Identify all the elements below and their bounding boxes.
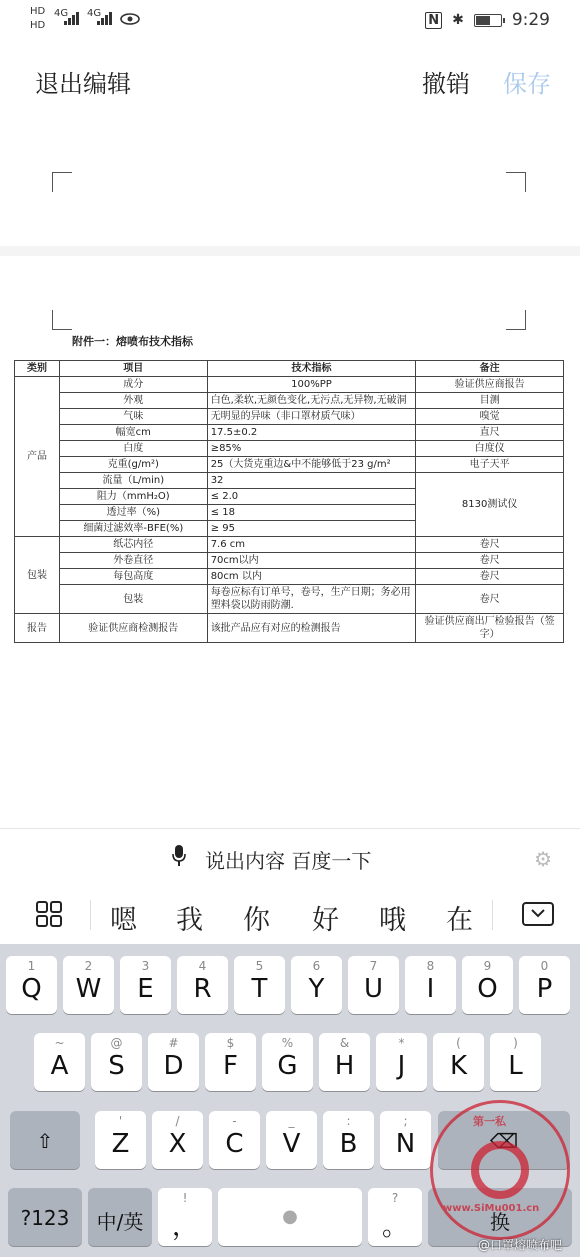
- key-i[interactable]: [405, 956, 456, 1014]
- category-cell: 产品: [15, 377, 60, 537]
- spec-cell: 70cm以内: [207, 553, 416, 569]
- key-label: R: [193, 974, 212, 1004]
- spec-cell: 17.5±0.2: [207, 425, 416, 441]
- note-cell: 目测: [416, 393, 564, 409]
- spec-cell: 80cm 以内: [207, 569, 416, 585]
- language-toggle-key[interactable]: [88, 1188, 152, 1246]
- key-label: S: [108, 1051, 125, 1081]
- table-row: [15, 441, 564, 457]
- status-right: [425, 10, 550, 30]
- key-hint: $: [226, 1036, 235, 1050]
- hd-badge: HD: [30, 20, 46, 31]
- key-label: V: [282, 1129, 301, 1159]
- spec-cell: ≥ 95: [207, 521, 416, 537]
- spec-cell: 每卷应标有订单号，卷号，生产日期；务必用塑料袋以防雨防潮.: [207, 585, 416, 614]
- key-t[interactable]: [234, 956, 285, 1014]
- key-hint: 5: [255, 959, 264, 973]
- backspace-icon: ⌫: [489, 1129, 519, 1153]
- item-cell: 纸芯内径: [59, 537, 207, 553]
- keyboard-hide-icon[interactable]: [522, 902, 554, 926]
- key-h[interactable]: [319, 1033, 370, 1091]
- key-b[interactable]: [323, 1111, 374, 1169]
- key-label: 。: [381, 1212, 408, 1242]
- key-hint: ?: [391, 1191, 399, 1205]
- item-cell: 外卷直径: [59, 553, 207, 569]
- key-label: Y: [308, 974, 325, 1004]
- key-y[interactable]: [291, 956, 342, 1014]
- note-cell: 嗅觉: [416, 409, 564, 425]
- key-hint: ;: [403, 1114, 408, 1128]
- spec-cell: 100%PP: [207, 377, 416, 393]
- key-x[interactable]: [152, 1111, 203, 1169]
- table-row: [15, 614, 564, 643]
- note-cell: 8130测试仪: [416, 473, 564, 537]
- category-cell: 报告: [15, 614, 60, 643]
- key-f[interactable]: [205, 1033, 256, 1091]
- microphone-icon: ●: [282, 1206, 298, 1227]
- item-cell: 透过率（%): [59, 505, 207, 521]
- hd-badge: HD: [30, 6, 46, 17]
- candidate-word[interactable]: 好: [312, 905, 339, 936]
- key-label: O: [477, 974, 498, 1004]
- key-hint: (: [456, 1036, 461, 1050]
- exit-edit-button[interactable]: 退出编辑: [35, 70, 131, 98]
- note-cell: 直尺: [416, 425, 564, 441]
- spec-cell: 该批产品应有对应的检测报告: [207, 614, 416, 643]
- seal-text: 第一私: [473, 1115, 506, 1128]
- nfc-icon: N: [425, 12, 442, 29]
- note-cell: 卷尺: [416, 585, 564, 614]
- clock: 9:29: [511, 10, 550, 30]
- key-label: K: [449, 1051, 468, 1081]
- key-o[interactable]: [462, 956, 513, 1014]
- save-button[interactable]: 保存: [503, 70, 551, 98]
- key-label: U: [363, 974, 384, 1004]
- key-hint: !: [182, 1191, 188, 1205]
- bluetooth-icon: ✱: [452, 12, 464, 28]
- key-hint: #: [168, 1036, 179, 1050]
- crop-mark: [506, 310, 526, 330]
- shift-key[interactable]: [10, 1111, 80, 1169]
- crop-mark: [52, 310, 72, 330]
- key-p[interactable]: [519, 956, 570, 1014]
- table-row: [15, 537, 564, 553]
- spec-table[interactable]: [14, 360, 564, 643]
- spec-cell: 无明显的异味（非口罩材质气味）: [207, 409, 416, 425]
- key-hint: -: [232, 1114, 237, 1128]
- table-row: [15, 569, 564, 585]
- candidate-word[interactable]: 你: [243, 905, 270, 936]
- key-r[interactable]: [177, 956, 228, 1014]
- note-cell: 卷尺: [416, 537, 564, 553]
- key-hint: ': [118, 1114, 123, 1128]
- table-row: [15, 393, 564, 409]
- column-header: 备注: [416, 361, 564, 377]
- edit-header: [0, 40, 580, 120]
- item-cell: 外观: [59, 393, 207, 409]
- key-hint: :: [346, 1114, 351, 1128]
- key-label: N: [395, 1129, 416, 1159]
- table-row: [15, 585, 564, 614]
- watermark-caption: @口罩熔喷布吧: [478, 1238, 563, 1252]
- item-cell: 细菌过滤效率-BFE(%): [59, 521, 207, 537]
- item-cell: 阻力（mmH₂O): [59, 489, 207, 505]
- key-hint: 7: [369, 959, 378, 973]
- spec-cell: 白色,柔软,无颜色变化,无污点,无异物,无破洞: [207, 393, 416, 409]
- key-n[interactable]: [380, 1111, 431, 1169]
- divider: [492, 900, 493, 930]
- note-cell: 验证供应商出厂检验报告（签字）: [416, 614, 564, 643]
- item-cell: 幅宽cm: [59, 425, 207, 441]
- key-label: Q: [21, 974, 42, 1004]
- candidate-word[interactable]: 在: [446, 905, 473, 936]
- voice-input-bar[interactable]: [0, 828, 580, 886]
- key-label: ，: [171, 1212, 198, 1242]
- key-label: P: [536, 974, 553, 1004]
- key-label: C: [225, 1129, 244, 1159]
- key-hint: 2: [84, 959, 93, 973]
- spec-cell: ≥85%: [207, 441, 416, 457]
- key-hint: 3: [141, 959, 150, 973]
- key-hint: 9: [483, 959, 492, 973]
- key-l[interactable]: [490, 1033, 541, 1091]
- status-bar: [0, 0, 580, 40]
- key-a[interactable]: [34, 1033, 85, 1091]
- key-z[interactable]: [95, 1111, 146, 1169]
- numbers-key[interactable]: [8, 1188, 82, 1246]
- comma-key[interactable]: [158, 1188, 212, 1246]
- key-hint: ): [513, 1036, 518, 1050]
- crop-mark: [506, 172, 526, 192]
- candidate-word[interactable]: 我: [176, 905, 203, 936]
- undo-button[interactable]: 撤销: [422, 70, 470, 98]
- note-cell: 白度仪: [416, 441, 564, 457]
- voice-prompt[interactable]: 说出内容 百度一下: [205, 849, 372, 873]
- item-cell: 白度: [59, 441, 207, 457]
- key-hint: 6: [312, 959, 321, 973]
- key-label: X: [168, 1129, 187, 1159]
- battery-icon: [474, 14, 502, 27]
- signal-icon: [64, 10, 82, 26]
- key-label: L: [508, 1051, 523, 1081]
- key-label: G: [277, 1051, 298, 1081]
- table-row: [15, 457, 564, 473]
- watermark-seal: [430, 1100, 570, 1240]
- key-w[interactable]: [63, 956, 114, 1014]
- key-u[interactable]: [348, 956, 399, 1014]
- spec-cell: ≤ 18: [207, 505, 416, 521]
- item-cell: 流量（L/min): [59, 473, 207, 489]
- key-hint: *: [398, 1036, 405, 1050]
- key-label: B: [339, 1129, 358, 1159]
- candidate-word[interactable]: 嗯: [110, 905, 137, 936]
- key-label: D: [163, 1051, 184, 1081]
- spec-cell: 7.6 cm: [207, 537, 416, 553]
- table-row: [15, 377, 564, 393]
- table-row: [15, 425, 564, 441]
- item-cell: 成分: [59, 377, 207, 393]
- key-hint: &: [339, 1036, 350, 1050]
- category-cell: 包装: [15, 537, 60, 614]
- item-cell: 气味: [59, 409, 207, 425]
- item-cell: 包装: [59, 585, 207, 614]
- key-hint: 1: [27, 959, 36, 973]
- key-d[interactable]: [148, 1033, 199, 1091]
- gear-icon[interactable]: ⚙: [534, 847, 552, 871]
- key-hint: /: [175, 1114, 180, 1128]
- spec-cell: ≤ 2.0: [207, 489, 416, 505]
- battery-level: [476, 16, 490, 25]
- key-v[interactable]: [266, 1111, 317, 1169]
- key-j[interactable]: [376, 1033, 427, 1091]
- note-cell: 验证供应商报告: [416, 377, 564, 393]
- key-label: F: [223, 1051, 238, 1081]
- item-cell: 每包高度: [59, 569, 207, 585]
- key-label: T: [251, 974, 268, 1004]
- key-g[interactable]: [262, 1033, 313, 1091]
- key-label: ?123: [20, 1206, 70, 1230]
- key-hint: 4: [198, 959, 207, 973]
- document-page: [0, 120, 580, 246]
- key-c[interactable]: [209, 1111, 260, 1169]
- candidate-bar: [0, 886, 580, 944]
- item-cell: 验证供应商检测报告: [59, 614, 207, 643]
- grid-menu-icon[interactable]: [36, 901, 62, 927]
- eye-icon: [120, 12, 140, 26]
- key-label: I: [426, 974, 435, 1004]
- column-header: 类别: [15, 361, 60, 377]
- table-header-row: [15, 361, 564, 377]
- key-q[interactable]: [6, 956, 57, 1014]
- key-label: 换: [490, 1210, 510, 1234]
- network-type: 4G: [87, 8, 102, 19]
- crop-mark: [52, 172, 72, 192]
- attachment-title: 附件一：熔喷布技术指标: [72, 335, 193, 348]
- key-label: H: [334, 1051, 355, 1081]
- key-label: A: [50, 1051, 69, 1081]
- spec-cell: 25（大货克重边&中不能够低于23 g/m²: [207, 457, 416, 473]
- item-cell: 克重(g/m²): [59, 457, 207, 473]
- key-hint: 8: [426, 959, 435, 973]
- column-header: 项目: [59, 361, 207, 377]
- key-label: Z: [111, 1129, 130, 1159]
- key-label: 中/英: [96, 1210, 144, 1234]
- table-row: [15, 473, 564, 489]
- column-header: 技术指标: [207, 361, 416, 377]
- note-cell: 卷尺: [416, 553, 564, 569]
- key-label: W: [75, 974, 102, 1004]
- key-hint: _: [288, 1114, 295, 1128]
- divider: [90, 900, 91, 930]
- key-label: E: [137, 974, 154, 1004]
- seal-ring: [471, 1141, 529, 1199]
- seal-text: www.SiMu001.cn: [443, 1203, 540, 1214]
- table-row: [15, 553, 564, 569]
- network-type: 4G: [54, 8, 69, 19]
- key-hint: @: [110, 1036, 123, 1050]
- key-label: J: [397, 1051, 406, 1081]
- note-cell: 卷尺: [416, 569, 564, 585]
- shift-icon: ⇧: [36, 1129, 54, 1153]
- candidate-word[interactable]: 哦: [379, 905, 406, 936]
- table-row: [15, 409, 564, 425]
- key-hint: ~: [54, 1036, 65, 1050]
- key-s[interactable]: [91, 1033, 142, 1091]
- microphone-icon[interactable]: [172, 845, 186, 867]
- signal-icon: [97, 10, 115, 26]
- key-e[interactable]: [120, 956, 171, 1014]
- space-key[interactable]: [218, 1188, 362, 1246]
- key-hint: 0: [540, 959, 549, 973]
- key-k[interactable]: [433, 1033, 484, 1091]
- spec-cell: 32: [207, 473, 416, 489]
- key-hint: %: [281, 1036, 294, 1050]
- period-key[interactable]: [368, 1188, 422, 1246]
- note-cell: 电子天平: [416, 457, 564, 473]
